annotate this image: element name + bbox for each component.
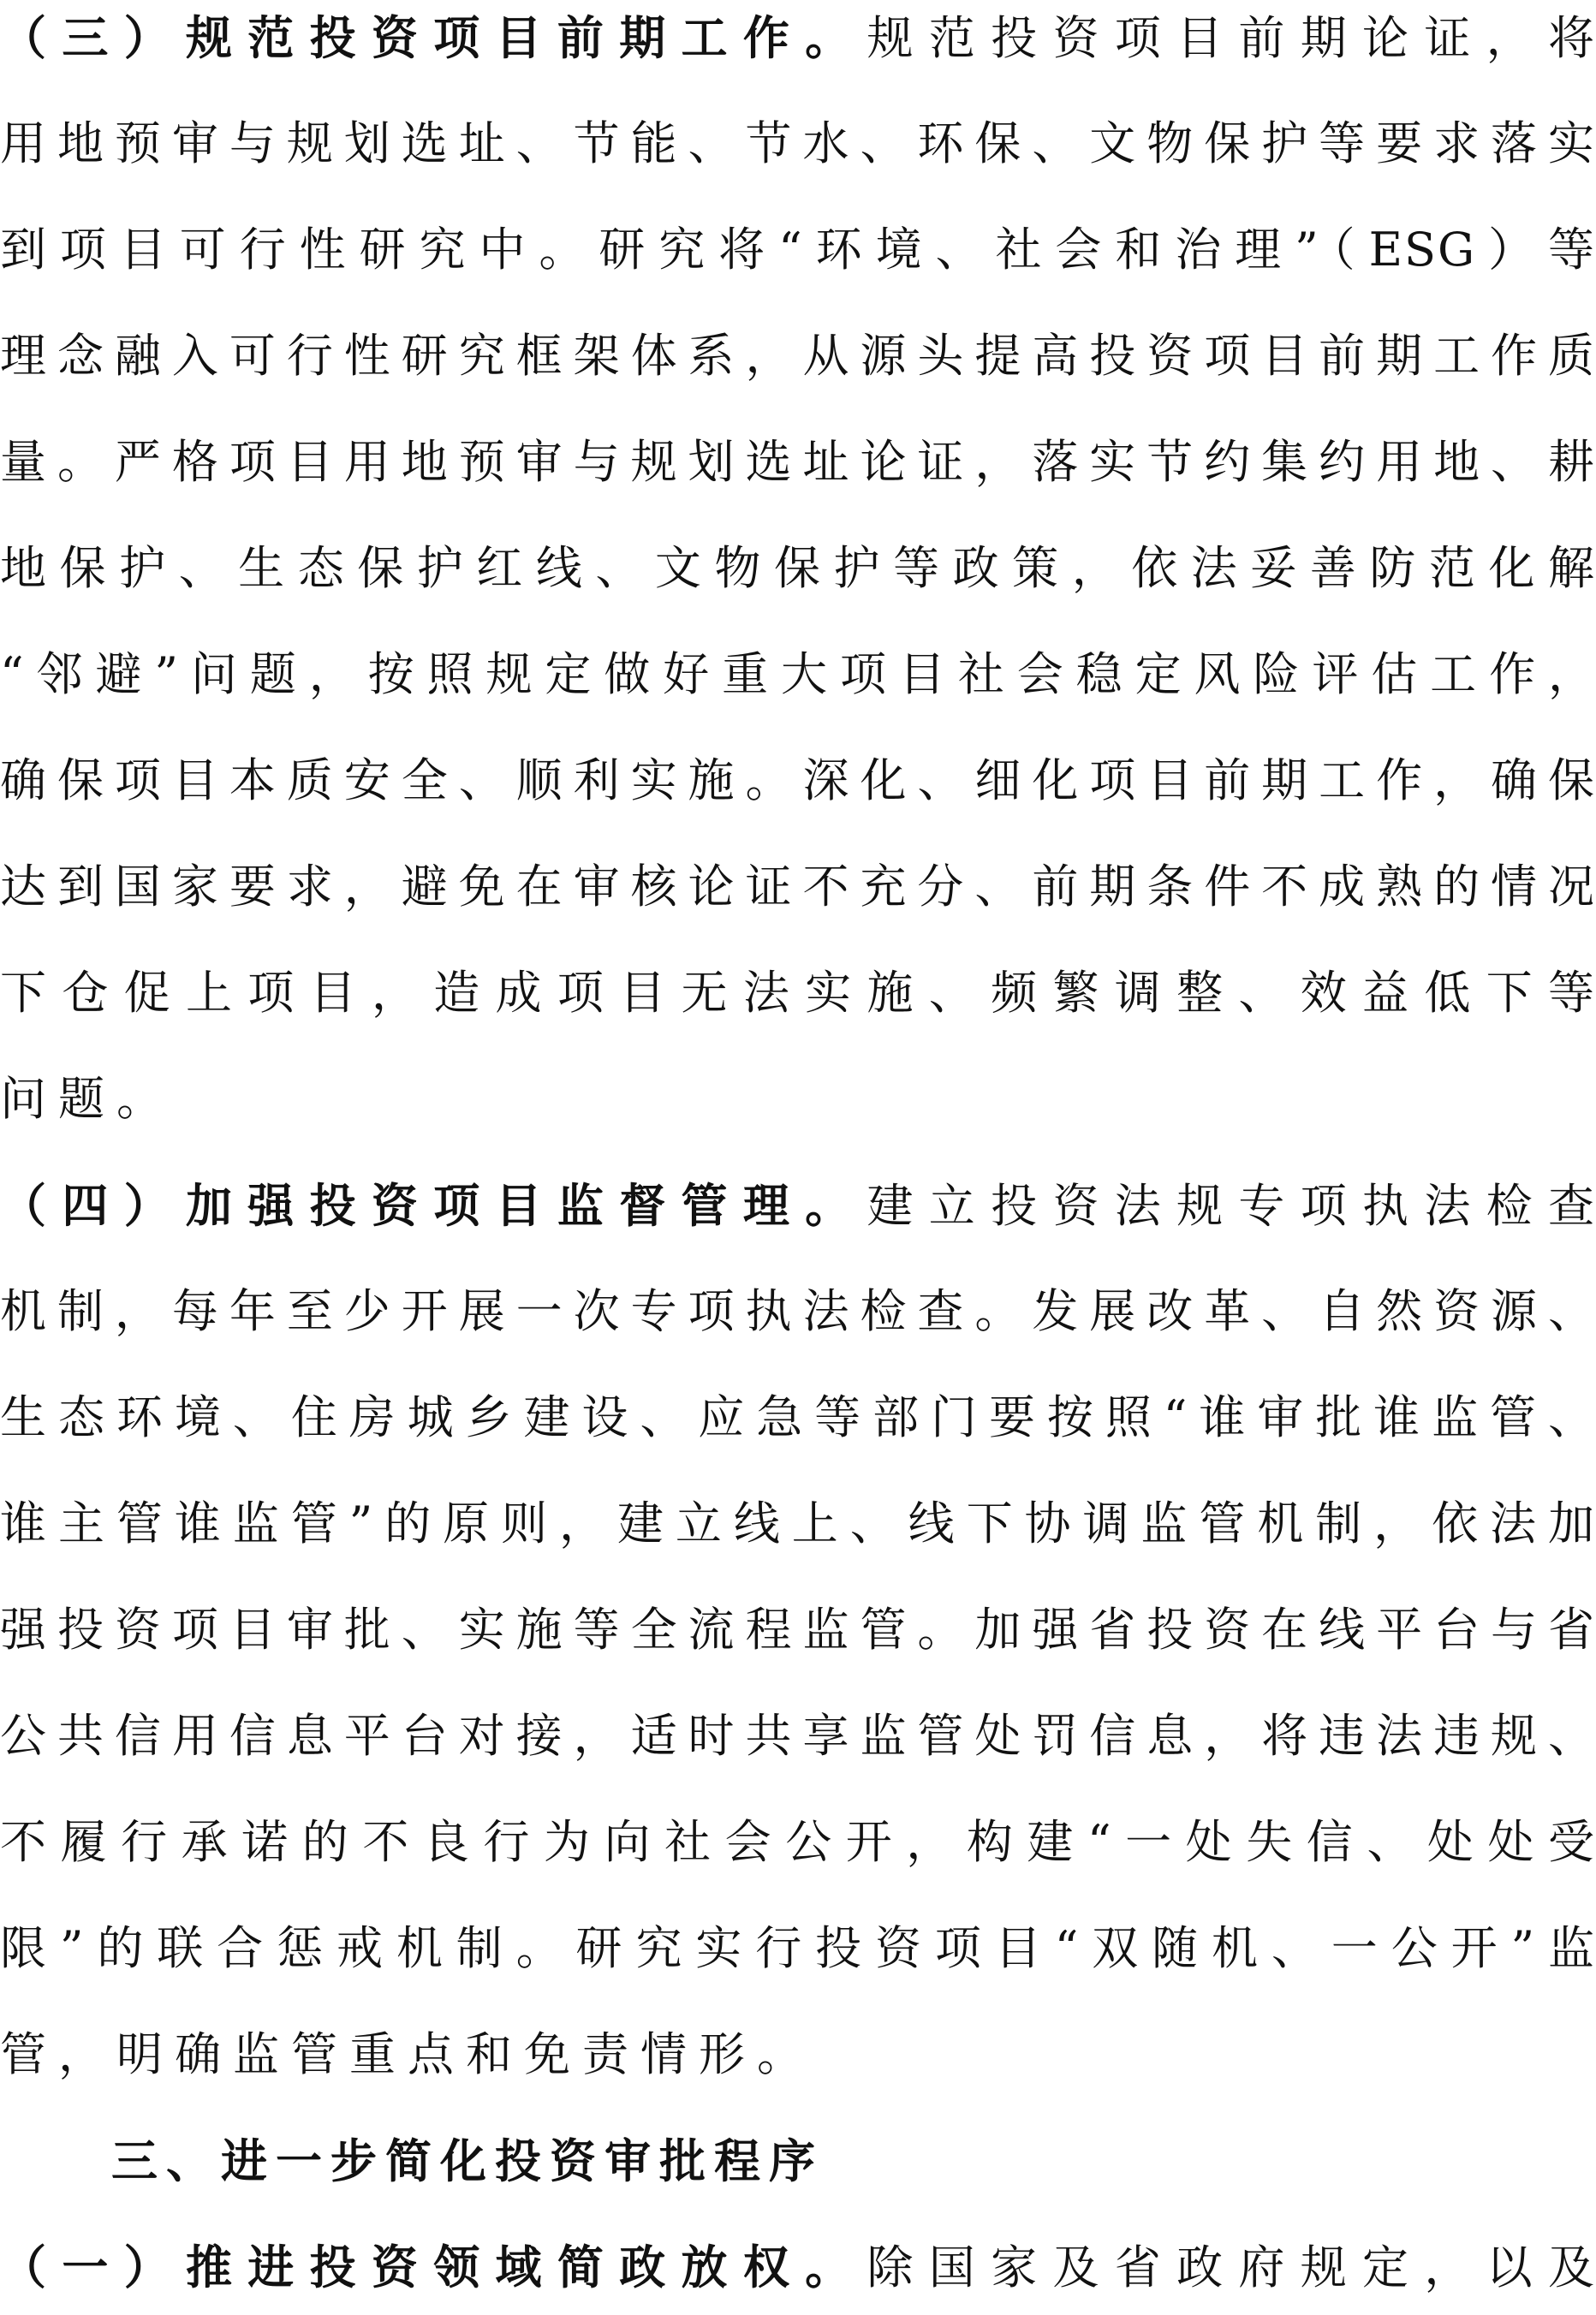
line-text: 强投资项目审批、实施等全流程监管。加强省投资在线平台与省 [0,1603,1596,1657]
text-line [0,627,1596,723]
section-lead: （一）推进投资领域简政放权。 [0,2240,867,2294]
line-text: 达到国家要求，避免在审核论证不充分、前期条件不成熟的情况 [0,860,1596,914]
line-text: 不履行承诺的不良行为向社会公开，构建“一处失信、处处受 [0,1815,1596,1869]
line-text: 用地预审与规划选址、节能、节水、环保、文物保护等要求落实 [0,116,1596,170]
line-text: 到项目可行性研究中。研究将“环境、社会和治理”（ESG）等 [0,223,1596,277]
text-line [0,414,1596,510]
text-line [0,1688,1596,1784]
line-text: 建立投资法规专项执法检查 [866,1179,1596,1233]
text-line [0,2007,1596,2103]
line-text: 管，明确监管重点和免责情形。 [0,2027,815,2081]
line-text: 公共信用信息平台对接，适时共享监管处罚信息，将违法违规、 [0,1709,1596,1763]
text-line [0,1370,1596,1466]
line-text: 机制，每年至少开展一次专项执法检查。发展改革、自然资源、 [0,1284,1596,1338]
section-lead: （四）加强投资项目监督管理。 [0,1178,867,1233]
line-text: 除国家及省政府规定，以及 [866,2241,1596,2294]
text-line [0,839,1596,935]
line-text: 问题。 [0,1072,175,1126]
heading-text: 三、进一步简化投资审批程序 [111,2133,824,2188]
line-text: 规范投资项目前期论证，将 [866,11,1596,65]
line-text: “邻避”问题，按照规定做好重大项目社会稳定风险评估工作， [0,647,1596,701]
text-line [0,1794,1596,1890]
text-line [0,2219,1596,2315]
text-line [0,96,1596,192]
text-line [0,945,1596,1041]
text-line [0,1051,1596,1147]
line-text: 谁主管谁监管”的原则，建立线上、线下协调监管机制，依法加 [0,1497,1596,1550]
section-heading [111,2113,1596,2209]
text-line [0,1582,1596,1678]
line-text: 限”的联合惩戒机制。研究实行投资项目“双随机、一公开”监 [0,1921,1596,1975]
section-lead: （三）规范投资项目前期工作。 [0,10,867,65]
line-text: 理念融入可行性研究框架体系，从源头提高投资项目前期工作质 [0,329,1596,383]
text-line [0,1158,1596,1253]
text-line [0,733,1596,829]
text-line [0,308,1596,404]
text-line [0,1476,1596,1572]
text-line [0,1264,1596,1360]
text-line [0,202,1596,298]
line-text: 下仓促上项目，造成项目无法实施、频繁调整、效益低下等 [0,966,1596,1020]
line-text: 量。严格项目用地预审与规划选址论证，落实节约集约用地、耕 [0,435,1596,489]
text-line [0,0,1596,86]
line-text: 地保护、生态保护红线、文物保护等政策，依法妥善防范化解 [0,541,1596,595]
line-text: 生态环境、住房城乡建设、应急等部门要按照“谁审批谁监管、 [0,1390,1596,1444]
text-line [0,1901,1596,1997]
line-text: 确保项目本质安全、顺利实施。深化、细化项目前期工作，确保 [0,753,1596,807]
text-line [0,521,1596,616]
